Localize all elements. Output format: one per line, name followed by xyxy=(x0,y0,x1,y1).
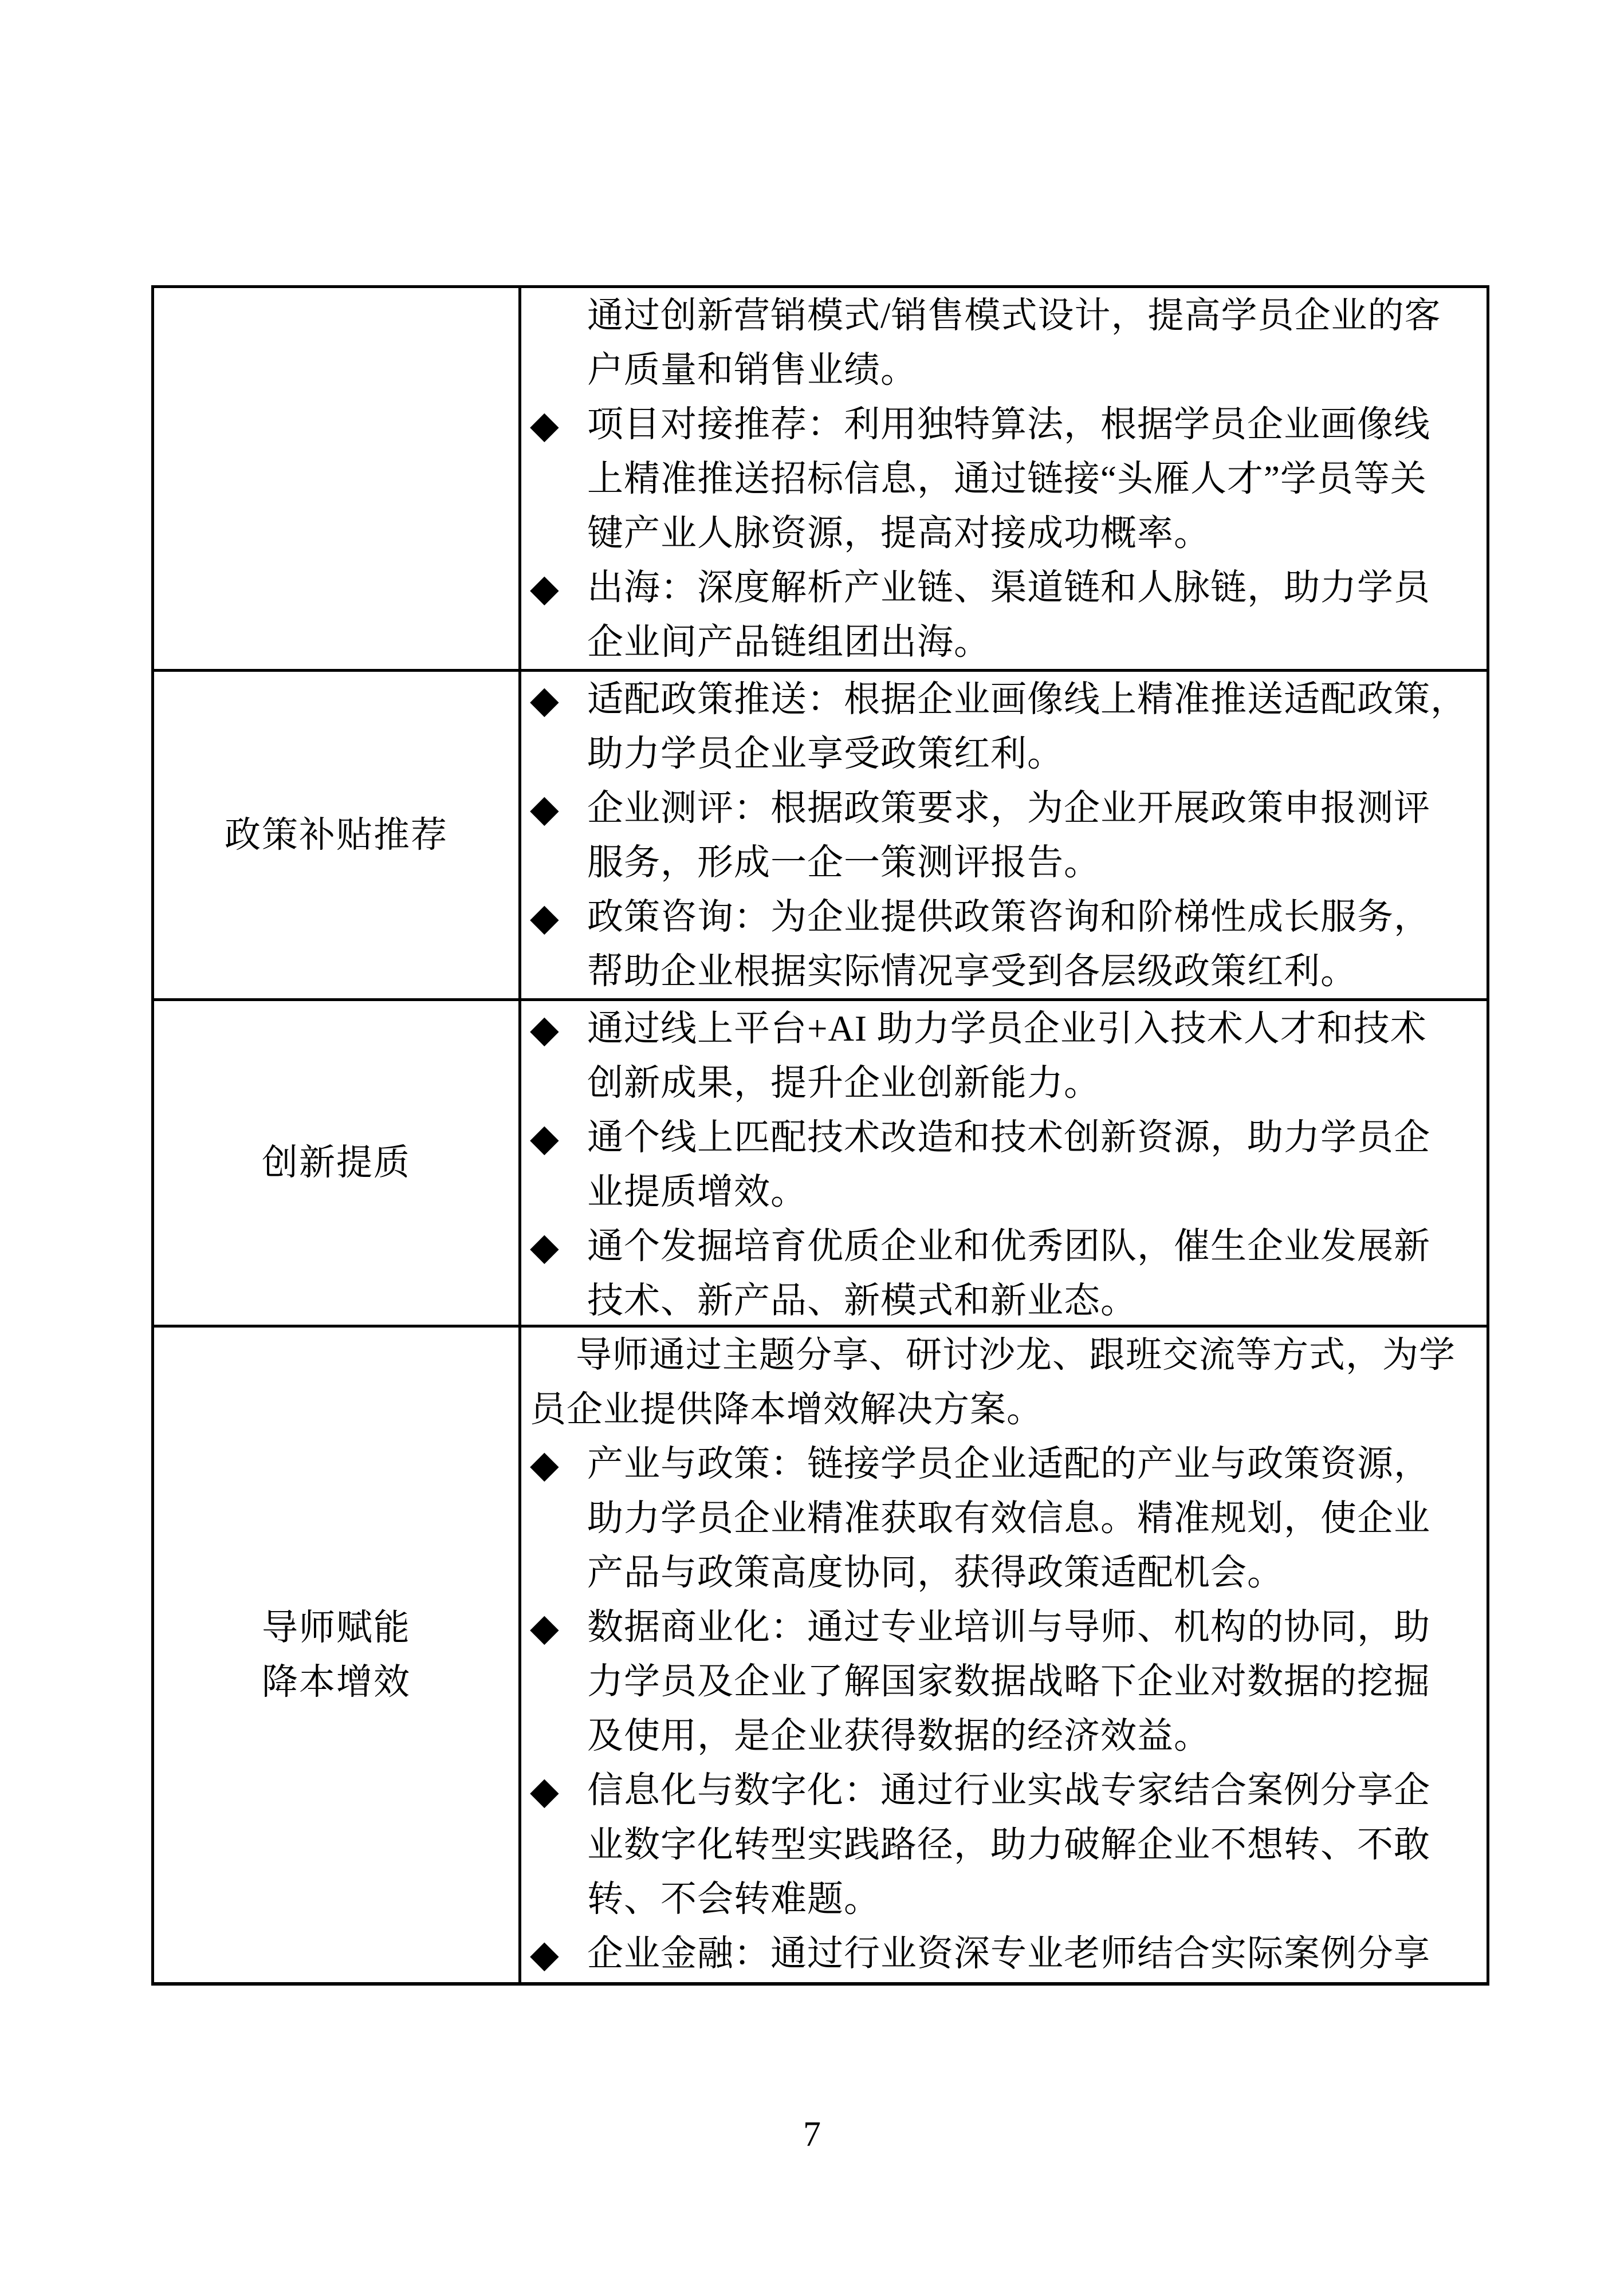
label-cell-empty xyxy=(154,288,521,672)
bullet-diamond-icon: ◆ xyxy=(530,566,560,610)
text-line: 键产业人脉资源，提高对接成功概率。 xyxy=(587,513,1210,553)
bullet-line xyxy=(530,890,1475,944)
bullet-line xyxy=(530,672,1475,727)
text-line: 助力学员企业享受政策红利。 xyxy=(587,734,1064,774)
text-line: 创新成果，提升企业创新能力。 xyxy=(587,1063,1100,1103)
content-cell-policy-subsidy xyxy=(521,672,1487,1001)
bullet-diamond-icon: ◆ xyxy=(530,1224,560,1269)
bullet-diamond-icon: ◆ xyxy=(530,1605,560,1649)
bullet-line xyxy=(530,1002,1475,1056)
bullet-text: 政策咨询：为企业提供政策咨询和阶梯性成长服务， xyxy=(587,897,1430,937)
text-line: 转、不会转难题。 xyxy=(587,1879,880,1919)
bullet-line xyxy=(530,1110,1475,1165)
bullet-line xyxy=(530,561,1475,615)
text-line: 员企业提供降本增效解决方案。 xyxy=(530,1389,1043,1429)
content-cell-sales xyxy=(521,288,1487,672)
label-cell-mentor xyxy=(154,1328,521,1982)
row-label: 降本增效 xyxy=(262,1661,411,1702)
row-label: 导师赋能 xyxy=(262,1607,411,1648)
bullet-line xyxy=(530,1600,1475,1655)
text-line: 导师通过主题分享、研讨沙龙、跟班交流等方式，为学 xyxy=(576,1335,1456,1375)
content-cell-innovation xyxy=(521,1001,1487,1328)
bullet-diamond-icon: ◆ xyxy=(530,1007,560,1051)
text-line: 服务，形成一企一策测评报告。 xyxy=(587,842,1100,883)
bullet-text: 适配政策推送：根据企业画像线上精准推送适配政策， xyxy=(587,679,1467,719)
bullet-diamond-icon: ◆ xyxy=(530,1442,560,1486)
text-line: 通过创新营销模式/销售模式设计，提高学员企业的客 xyxy=(587,296,1441,336)
services-table xyxy=(151,285,1489,1986)
bullet-diamond-icon: ◆ xyxy=(530,1932,560,1976)
bullet-diamond-icon: ◆ xyxy=(530,403,560,447)
bullet-text: 出海：深度解析产业链、渠道链和人脉链，助力学员 xyxy=(587,568,1430,608)
text-line: 户质量和销售业绩。 xyxy=(587,350,917,390)
text-line: 产品与政策高度协同，获得政策适配机会。 xyxy=(587,1553,1284,1593)
label-cell-policy-subsidy xyxy=(154,672,521,1001)
bullet-line xyxy=(530,1763,1475,1818)
bullet-text: 企业测评：根据政策要求，为企业开展政策申报测评 xyxy=(587,788,1430,828)
bullet-text: 数据商业化：通过专业培训与导师、机构的协同，助 xyxy=(587,1607,1430,1647)
text-line: 技术、新产品、新模式和新业态。 xyxy=(587,1281,1137,1321)
label-cell-innovation xyxy=(154,1001,521,1328)
bullet-line xyxy=(530,1437,1475,1491)
bullet-line xyxy=(530,781,1475,836)
row-label: 政策补贴推荐 xyxy=(225,814,448,855)
bullet-line xyxy=(530,1927,1475,1981)
bullet-diamond-icon: ◆ xyxy=(530,1116,560,1160)
text-line: 业提质增效。 xyxy=(587,1172,807,1212)
bullet-text: 企业金融：通过行业资深专业老师结合实际案例分享 xyxy=(587,1933,1430,1974)
bullet-diamond-icon: ◆ xyxy=(530,1769,560,1813)
page-number: 7 xyxy=(803,2115,821,2154)
text-line: 及使用，是企业获得数据的经济效益。 xyxy=(587,1716,1210,1756)
bullet-diamond-icon: ◆ xyxy=(530,895,560,939)
text-line: 帮助企业根据实际情况享受到各层级政策红利。 xyxy=(587,951,1357,991)
bullet-text: 通过线上平台+AI 助力学员企业引入技术人才和技术 xyxy=(587,1009,1427,1049)
bullet-text: 信息化与数字化：通过行业实战专家结合案例分享企 xyxy=(587,1770,1430,1810)
text-line: 上精准推送招标信息，通过链接“头雁人才”学员等关 xyxy=(587,459,1427,499)
bullet-diamond-icon: ◆ xyxy=(530,786,560,830)
text-line: 企业间产品链组团出海。 xyxy=(587,622,990,662)
text-line: 业数字化转型实践路径，助力破解企业不想转、不敢 xyxy=(587,1825,1430,1865)
bullet-text: 通个发掘培育优质企业和优秀团队，催生企业发展新 xyxy=(587,1226,1430,1266)
bullet-diamond-icon: ◆ xyxy=(530,678,560,722)
content-cell-mentor xyxy=(521,1328,1487,1982)
bullet-line xyxy=(530,397,1475,452)
row-label: 创新提质 xyxy=(262,1143,411,1183)
bullet-text: 通个线上匹配技术改造和技术创新资源，助力学员企 xyxy=(587,1117,1430,1157)
bullet-line xyxy=(530,1219,1475,1274)
bullet-text: 项目对接推荐：利用独特算法，根据学员企业画像线 xyxy=(587,404,1430,444)
text-line: 助力学员企业精准获取有效信息。精准规划，使企业 xyxy=(587,1498,1430,1538)
bullet-text: 产业与政策：链接学员企业适配的产业与政策资源， xyxy=(587,1444,1430,1484)
text-line: 力学员及企业了解国家数据战略下企业对数据的挖掘 xyxy=(587,1661,1430,1702)
